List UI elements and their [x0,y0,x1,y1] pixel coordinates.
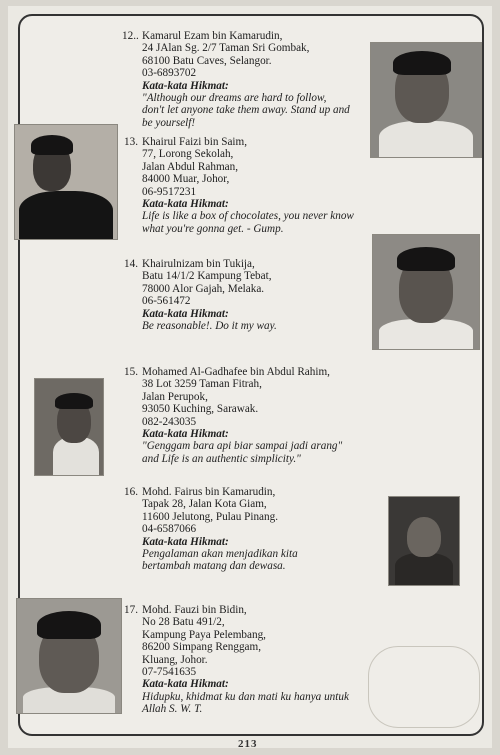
address-line: Tapak 28, Jalan Kota Giam, [142,498,267,511]
quote-line: Hidupku, khidmat ku dan mati ku hanya untuk [142,690,349,703]
entry-number: 16. [124,486,138,498]
hikmat-label: Kata-kata Hikmat: [142,307,229,320]
quote-line: don't let anyone take them away. Stand up and [142,104,350,117]
quote-line: and Life is an authentic simplicity." [142,452,301,465]
quote-line: what you're gonna get. - Gump. [142,222,284,235]
quote-line: Life is like a box of chocolates, you never know [142,210,354,223]
hikmat-label: Kata-kata Hikmat: [142,79,229,92]
address-line: Kluang, Johor. [142,653,208,666]
hikmat-label: Kata-kata Hikmat: [142,428,229,441]
hikmat-label: Kata-kata Hikmat: [142,198,229,211]
address-line: 38 Lot 3259 Taman Fitrah, [142,378,262,391]
quote-line: Pengalaman akan menjadikan kita [142,548,298,561]
address-line: Kampung Paya Pelembang, [142,628,266,641]
address-line: 93050 Kuching, Sarawak. [142,403,259,416]
bleed-through-ornament [368,646,480,728]
photo-entry-15 [34,378,104,476]
phone-number: 04-6587066 [142,523,197,536]
address-line: Jalan Abdul Rahman, [142,160,239,173]
address-line: 68100 Batu Caves, Selangor. [142,54,272,67]
entry-number: 15. [124,366,138,378]
phone-number: 082-243035 [142,415,197,428]
name-line: Khairulnizam bin Tukija, [142,258,255,270]
phone-number: 06-561472 [142,295,191,308]
address-line: 86200 Simpang Renggam, [142,641,262,654]
entry-number: 13. [124,136,138,148]
address-line: 77, Lorong Sekolah, [142,148,234,161]
address-line: Batu 14/1/2 Kampung Tebat, [142,270,272,283]
page-number: 213 [238,738,258,750]
name-line: Kamarul Ezam bin Kamarudin, [142,30,283,42]
quote-line: "Although our dreams are hard to follow, [142,92,327,105]
quote-line: bertambah matang dan dewasa. [142,560,286,573]
entry-number: 17. [124,604,138,616]
address-line: No 28 Batu 491/2, [142,616,225,629]
phone-number: 06-9517231 [142,185,197,198]
photo-entry-14 [372,234,480,350]
address-line: 24 JAlan Sg. 2/7 Taman Sri Gombak, [142,42,310,55]
phone-number: 03-6893702 [142,67,197,80]
photo-entry-12 [370,42,482,158]
hikmat-label: Kata-kata Hikmat: [142,535,229,548]
name-line: Mohamed Al-Gadhafee bin Abdul Rahim, [142,366,330,378]
entry-number: 14. [124,258,138,270]
quote-line: be yourself! [142,116,196,129]
photo-entry-17 [16,598,122,714]
address-line: Jalan Perupok, [142,390,208,403]
quote-line: "Genggam bara api biar sampai jadi arang" [142,440,343,453]
yearbook-page [8,6,492,748]
address-line: 84000 Muar, Johor, [142,173,230,186]
name-line: Khairul Faizi bin Saim, [142,136,248,148]
name-line: Mohd. Fairus bin Kamarudin, [142,486,276,498]
photo-entry-13 [14,124,118,240]
phone-number: 07-7541635 [142,666,197,679]
address-line: 78000 Alor Gajah, Melaka. [142,282,265,295]
quote-line: Be reasonable!. Do it my way. [142,320,277,333]
photo-entry-16 [388,496,460,586]
address-line: 11600 Jelutong, Pulau Pinang. [142,510,279,523]
entry-number: 12.. [122,30,139,42]
quote-line: Allah S. W. T. [142,703,203,716]
hikmat-label: Kata-kata Hikmat: [142,678,229,691]
name-line: Mohd. Fauzi bin Bidin, [142,604,247,616]
